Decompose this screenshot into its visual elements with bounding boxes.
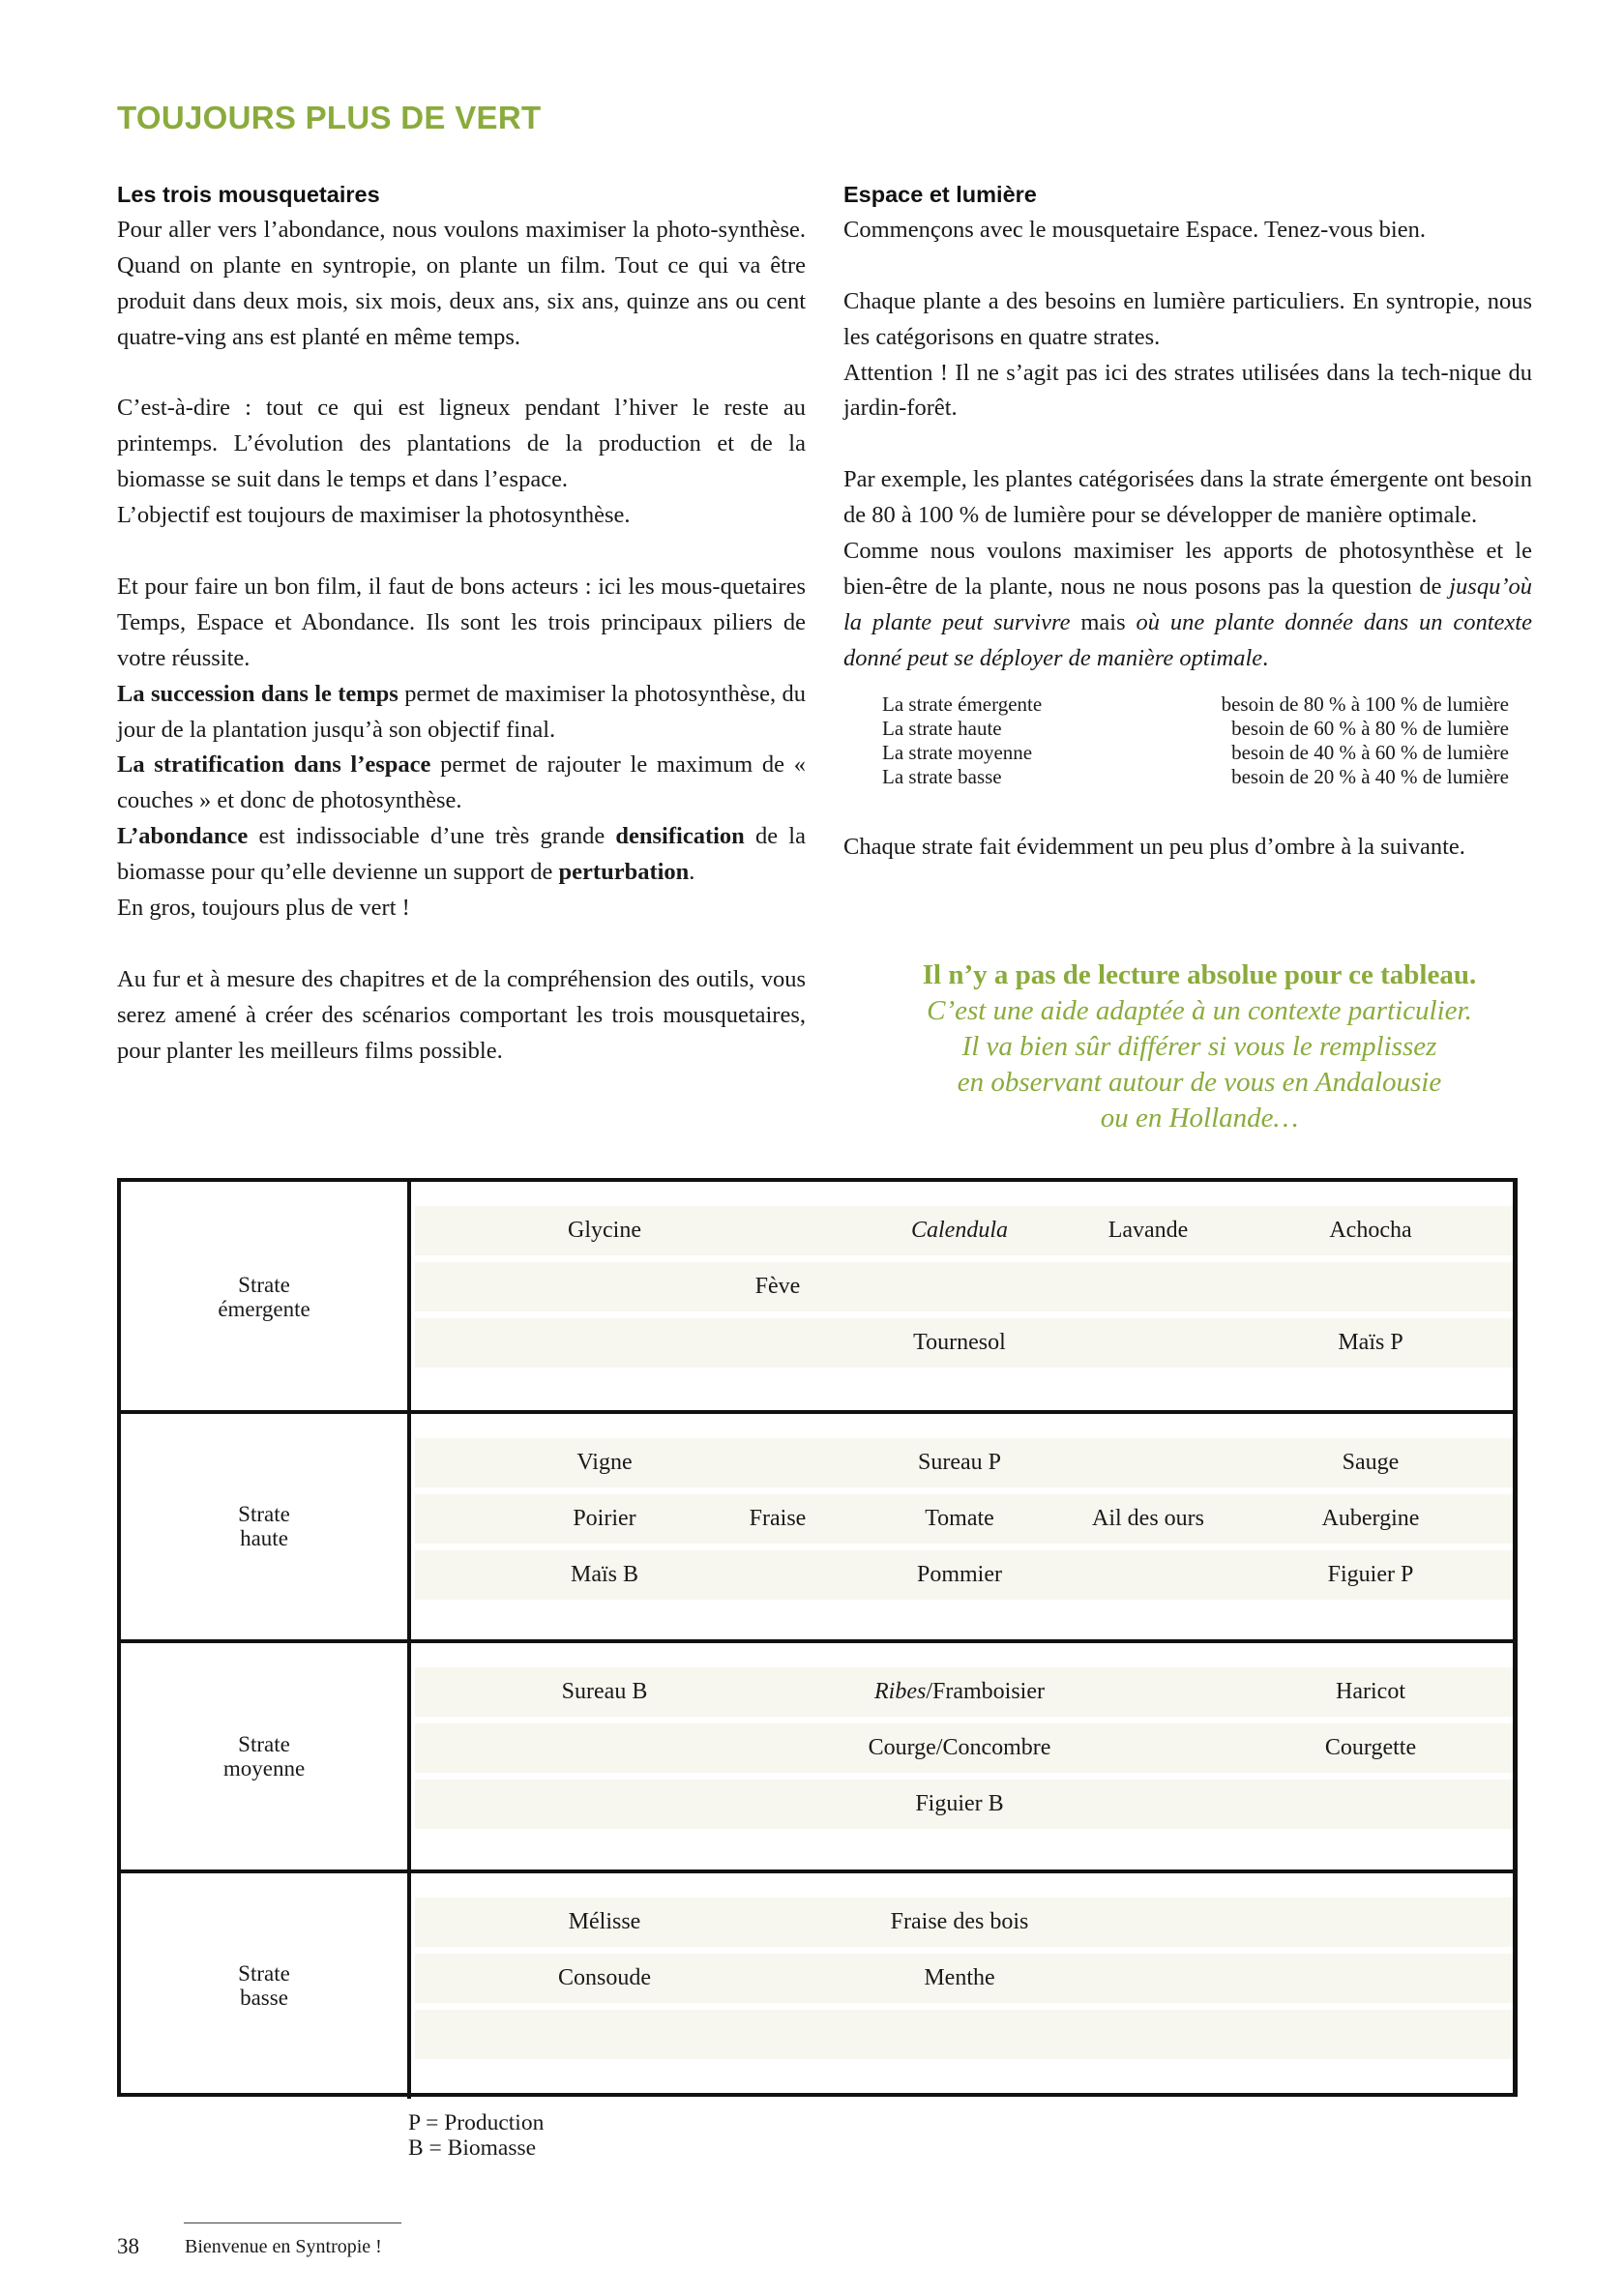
strata-band <box>121 1182 1513 1412</box>
italic-span: où une plante donnée dans un contexte donné peut se déployer de manière optimale <box>843 608 1532 671</box>
light-need-row <box>882 765 1532 789</box>
plant-name: Tomate <box>925 1505 994 1531</box>
plant-name: Aubergine <box>1321 1505 1420 1531</box>
callout-line: C’est une aide adaptée à un contexte particulier. <box>927 995 1472 1026</box>
footer-book-title: Bienvenue en Syntropie ! <box>185 2236 382 2257</box>
plant-name-italic: Ribes <box>874 1679 927 1704</box>
strata-need: besoin de 60 % à 80 % de lumière <box>1231 716 1509 740</box>
plant-name: Menthe <box>924 1964 995 1990</box>
text-span: . <box>689 859 695 886</box>
plant-row-band <box>415 1262 1513 1311</box>
green-callout <box>832 957 1567 1136</box>
left-column <box>117 177 806 1070</box>
plant-rows <box>415 1182 1513 1412</box>
strata-label <box>121 1182 411 1412</box>
text-span: permet de rajouter le maximum de « couches » et donc de photosynthèse. <box>117 751 806 814</box>
plant-rows <box>415 1643 1513 1869</box>
plant-name: Lavande <box>1107 1218 1189 1243</box>
plant-name: Figuier B <box>915 1791 1004 1816</box>
plant-name: Fraise <box>749 1505 807 1531</box>
plant-name: Sureau B <box>561 1679 648 1704</box>
light-need-row <box>882 692 1532 717</box>
plant-name: Courge/Concombre <box>868 1735 1051 1760</box>
strata-band <box>121 1869 1513 2100</box>
plant-name: Fève <box>754 1274 801 1299</box>
paragraph: Attention ! Il ne s’agit pas ici des strates utilisées dans la tech-nique du jardin-forêt. <box>843 359 1532 422</box>
paragraph: Par exemple, les plantes catégorisées dans la strate émergente ont besoin de 80 à 100 % de lumière pour se développer de manière optimale. <box>843 466 1532 529</box>
plant-name: Sauge <box>1342 1449 1400 1475</box>
strata-name: La strate moyenne <box>882 740 1033 764</box>
strata-label-line: basse <box>240 1986 288 2011</box>
strata-label-line: Strate <box>238 1272 290 1297</box>
strata-label <box>121 1873 411 2100</box>
section-heading-espace-lumiere: Espace et lumière <box>843 182 1037 207</box>
text-span: . <box>1262 644 1269 671</box>
paragraph: Commençons avec le mousquetaire Espace. Tenez-vous bien. <box>843 216 1426 243</box>
plant-row-band <box>415 2010 1513 2059</box>
paragraph-succession <box>117 677 806 749</box>
strata-label <box>121 1643 411 1869</box>
plant-name: Sureau P <box>918 1449 1001 1475</box>
bold-term: La succession dans le temps <box>117 680 399 707</box>
strata-label-line: Strate <box>238 1731 290 1756</box>
plant-name <box>911 1217 1008 1244</box>
plant-name: Pommier <box>917 1561 1002 1587</box>
strata-label-line: moyenne <box>222 1755 306 1781</box>
right-column <box>843 177 1532 866</box>
strata-label <box>121 1414 411 1640</box>
callout-line: ou en Hollande… <box>1100 1103 1299 1133</box>
plant-name: Courgette <box>1324 1735 1417 1760</box>
plant-name-suffix: /Framboisier <box>926 1679 1045 1704</box>
light-need-row <box>882 741 1532 765</box>
legend-production: P = Production <box>408 2110 545 2135</box>
plant-name: Mélisse <box>568 1908 641 1934</box>
light-need-row <box>882 717 1532 741</box>
section-heading-trois-mousquetaires: Les trois mousquetaires <box>117 182 380 207</box>
plant-name: Tournesol <box>913 1330 1006 1355</box>
paragraph: C’est-à-dire : tout ce qui est ligneux pendant l’hiver le reste au printemps. L’évolution des plantations de la production et de la biomasse se suit dans le temps et dans l’espace. <box>117 395 806 493</box>
strata-need: besoin de 80 % à 100 % de lumière <box>1221 692 1509 716</box>
plant-rows <box>415 1873 1513 2100</box>
italic-span: jusqu’où la plante peut survivre <box>843 573 1532 635</box>
text-span: est indissociable d’une très grande <box>248 823 616 850</box>
callout-headline: Il n’y a pas de lecture absolue pour ce tableau. <box>922 959 1477 990</box>
bold-term: La stratification dans l’espace <box>117 751 431 779</box>
strata-name: La strate émergente <box>882 692 1043 716</box>
plant-name: Maïs P <box>1338 1330 1403 1355</box>
footer-divider <box>184 2222 401 2223</box>
paragraph: Chaque strate fait évidemment un peu plus d’ombre à la suivante. <box>843 833 1465 860</box>
table-legend <box>408 2110 544 2161</box>
text-span: mais <box>1070 608 1137 635</box>
plant-name: Fraise des bois <box>890 1908 1029 1934</box>
paragraph: Au fur et à mesure des chapitres et de la compréhension des outils, vous serez amené à créer des scénarios comportant les trois mousquetaires, pour planter les meilleurs films possible. <box>117 965 806 1064</box>
paragraph-question <box>843 534 1532 677</box>
text-span: Comme nous voulons maximiser les apports de photosynthèse et le bien-être de la plante, nous ne nous posons pas la question de <box>843 538 1532 600</box>
light-needs-list <box>882 692 1532 789</box>
paragraph: Chaque plante a des besoins en lumière particuliers. En syntropie, nous les catégorisons en quatre strates. <box>843 287 1532 350</box>
text-span: permet de maximiser la photosynthèse, du jour de la plantation jusqu’à son objectif final. <box>117 680 806 743</box>
legend-biomasse: B = Biomasse <box>408 2135 537 2161</box>
bold-term: perturbation <box>558 859 690 886</box>
strata-band <box>121 1410 1513 1640</box>
strata-label-line: émergente <box>218 1296 310 1321</box>
plant-name: Figuier P <box>1327 1561 1414 1587</box>
paragraph: En gros, toujours plus de vert ! <box>117 895 410 922</box>
plant-name: Achocha <box>1329 1218 1412 1243</box>
plant-name: Glycine <box>568 1218 641 1243</box>
plant-name: Vigne <box>576 1449 633 1475</box>
callout-line: Il va bien sûr différer si vous le remplissez <box>961 1031 1437 1062</box>
paragraph-abondance <box>117 819 806 891</box>
plant-name <box>874 1678 1045 1705</box>
strata-need: besoin de 20 % à 40 % de lumière <box>1231 764 1509 788</box>
strata-need: besoin de 40 % à 60 % de lumière <box>1231 740 1509 764</box>
strata-name: La strate basse <box>882 764 1002 788</box>
text-span: de la biomasse pour qu’elle devienne un support de <box>117 823 806 886</box>
paragraph: Pour aller vers l’abondance, nous voulons maximiser la photo-synthèse. Quand on plante en syntropie, on plante un film. Tout ce qui va être produit dans deux mois, six mois, deux ans, six ans, quinze ans ou cent quatre-ving ans est planté en même temps. <box>117 216 806 350</box>
paragraph: Et pour faire un bon film, il faut de bons acteurs : ici les mous-quetaires Temps, Espace et Abondance. Ils sont les trois principaux piliers de votre réussite. <box>117 573 806 671</box>
strata-label-line: Strate <box>238 1502 290 1527</box>
plant-name: Haricot <box>1336 1679 1405 1704</box>
plant-name-italic: Calendula <box>911 1218 1008 1243</box>
paragraph-stratification <box>117 748 806 819</box>
strata-plant-table <box>117 1178 1518 2097</box>
strata-name: La strate haute <box>882 716 1002 740</box>
plant-name: Consoude <box>558 1964 651 1990</box>
page-title: TOUJOURS PLUS DE VERT <box>117 100 542 135</box>
callout-line: en observant autour de vous en Andalousie <box>957 1067 1442 1098</box>
bold-term: densification <box>615 823 745 850</box>
bold-term: L’abondance <box>117 823 249 850</box>
plant-name: Poirier <box>573 1505 636 1531</box>
plant-name: Maïs B <box>570 1561 639 1587</box>
strata-band <box>121 1639 1513 1869</box>
paragraph: L’objectif est toujours de maximiser la photosynthèse. <box>117 502 631 529</box>
plant-rows <box>415 1414 1513 1640</box>
page-number: 38 <box>117 2234 139 2258</box>
strata-label-line: haute <box>240 1526 288 1551</box>
plant-name: Ail des ours <box>1092 1505 1204 1531</box>
strata-label-line: Strate <box>238 1961 290 1987</box>
